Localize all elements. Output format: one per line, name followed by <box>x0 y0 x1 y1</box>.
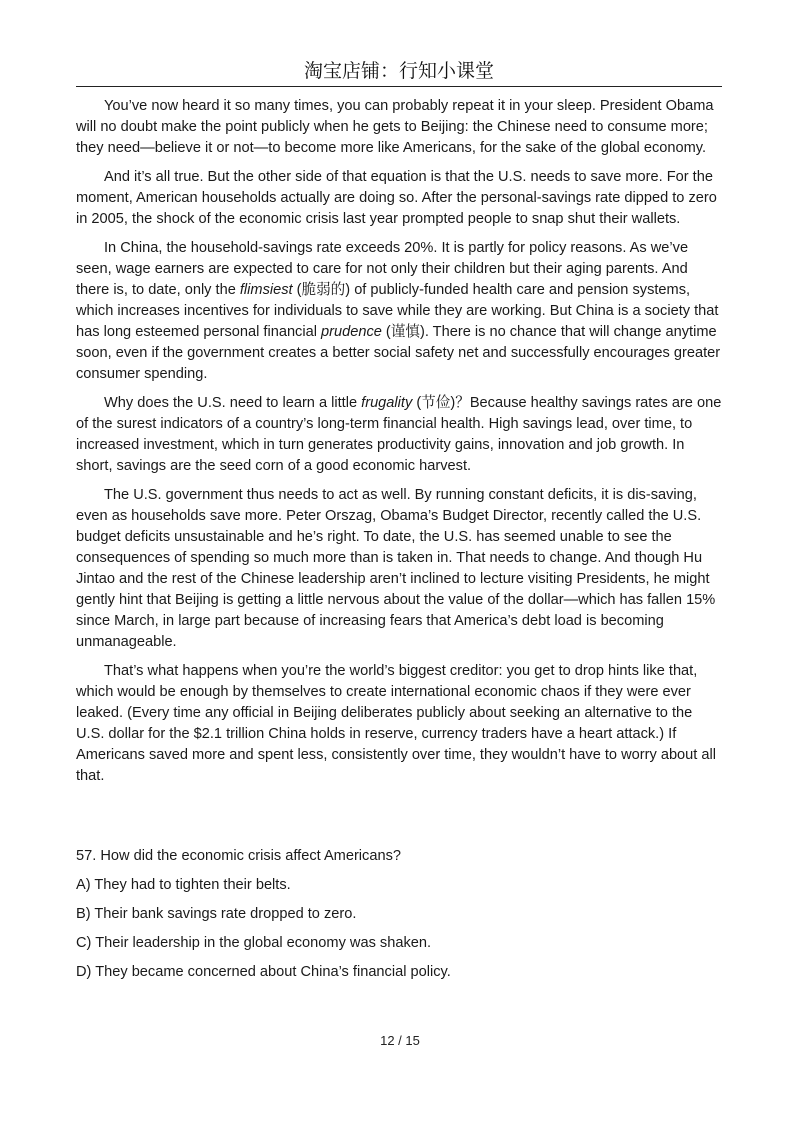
paragraph-3-part-b: (脆弱的) of publicly-funded health care and pension systems, which increases incentives for individuals to save while they are working. But China is a society that has long esteemed personal financial <box>76 282 719 340</box>
term-frugality: frugality <box>361 395 413 411</box>
paragraph-4-part-a: Why does the U.S. need to learn a little <box>104 395 362 411</box>
page-number: 12 / 15 <box>380 1033 420 1048</box>
option-b: B) Their bank savings rate dropped to zero. <box>76 906 357 922</box>
header-title: 淘宝店铺：行知小课堂 <box>303 60 494 82</box>
paragraph-2: And it’s all true. But the other side of that equation is that the U.S. needs to save more. For the moment, American households actually are doing so. After the personal-savings rate dipped to zero in 2005, the shock of the economic crisis last year prompted people to snap shut their wallets. <box>76 169 717 227</box>
page-header <box>76 58 722 87</box>
term-prudence: prudence <box>321 324 382 340</box>
paragraph-4 <box>76 393 722 477</box>
option-d: D) They became concerned about China’s financial policy. <box>76 964 451 980</box>
question-stem: 57. How did the economic crisis affect Americans? <box>76 848 401 864</box>
term-flimsiest: flimsiest <box>239 282 293 298</box>
paragraph-3-part-c: (谨慎). There is no chance that will change anytime soon, even if the government creates a better social safety net and successfully encourages greater consumer spending. <box>76 324 721 382</box>
article-body <box>76 96 722 795</box>
paragraph-3-part-a: In China, the household-savings rate exceeds 20%. It is partly for policy reasons. As we’ve seen, wage earners are expected to care for not only their children but their aging parents. And there is, to date, only the <box>76 240 689 298</box>
option-a: A) They had to tighten their belts. <box>76 877 291 893</box>
paragraph-3 <box>76 238 722 385</box>
paragraph-4-part-b: (节俭)？Because healthy savings rates are one of the surest indicators of a country’s long-term financial health. High savings lead, over time, to increased investment, which in turn generates productivity gains, innovation and job growth. In short, savings are the seed corn of a good economic harvest. <box>76 395 722 474</box>
paragraph-5: The U.S. government thus needs to act as well. By running constant deficits, it is dis-saving, even as households save more. Peter Orszag, Obama’s Budget Director, recently called the U.S. budget deficits unsustainable and he’s right. To date, the U.S. has seemed unable to see the consequences of spending so much more than is taken in. That needs to change. And though Hu Jintao and the rest of the Chinese leadership aren’t inclined to lecture visiting Presidents, he might gently hint that Beijing is getting a little nervous about the value of the dollar—which has fallen 15% since March, in large part because of increasing fears that America’s debt load is becoming unmanageable. <box>76 487 716 650</box>
paragraph-6: That’s what happens when you’re the world’s biggest creditor: you get to drop hints like that, which would be enough by themselves to create international economic chaos if they were ever leaked. (Every time any official in Beijing deliberates publicly about seeking an alternative to the U.S. dollar for the $2.1 trillion China holds in reserve, currency traders have a heart attack.) If Americans saved more and spent less, consistently over time, they wouldn’t have to worry about all that. <box>76 663 717 784</box>
paragraph-1: You’ve now heard it so many times, you can probably repeat it in your sleep. President Obama will no doubt make the point publicly when he gets to Beijing: the Chinese need to consume more; they need—believe it or not—to become more like Americans, for the sake of the global economy. <box>76 98 714 156</box>
option-c: C) Their leadership in the global economy was shaken. <box>76 935 432 951</box>
question-57 <box>76 846 722 991</box>
